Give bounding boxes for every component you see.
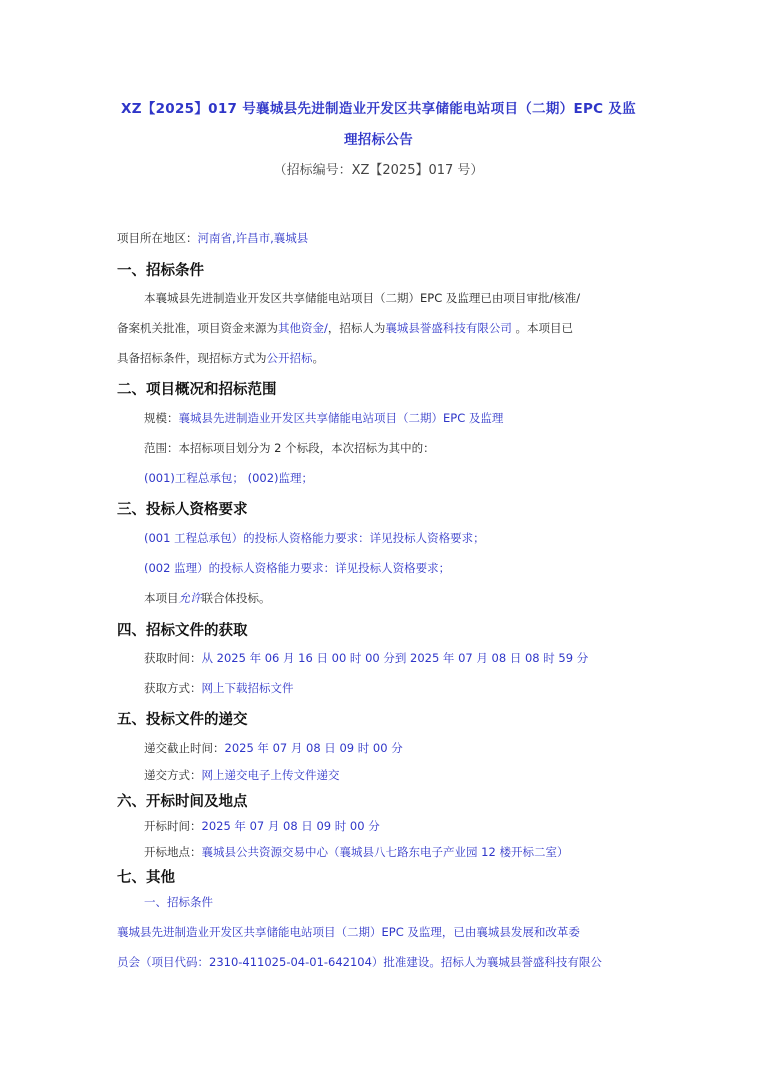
- deadline-value: 2025 年 07 月 08 日 09 时 00 分: [224, 741, 403, 755]
- obtain-method-value: 网上下载招标文件: [201, 681, 294, 695]
- section-5-heading: 五、投标文件的递交: [117, 712, 248, 728]
- section-2-heading: 二、项目概况和招标范围: [117, 382, 277, 398]
- region-value: 河南省,许昌市,襄城县: [197, 231, 309, 245]
- opening-place: [144, 844, 568, 860]
- submission-method-value: 网上递交电子上传文件递交: [201, 768, 340, 782]
- section-7-heading: 七、其他: [117, 870, 175, 886]
- section-1-line-2: [117, 320, 573, 336]
- text: 。: [312, 351, 324, 365]
- opening-place-value: 襄城县公共资源交易中心（襄城县八七路东电子产业园 12 楼开标二室）: [201, 845, 569, 859]
- project-scope: 范围：本招标项目划分为 2 个标段，本次招标为其中的：: [144, 441, 435, 455]
- text: 本项目: [144, 591, 179, 605]
- section-6-heading: 六、开标时间及地点: [117, 794, 248, 810]
- section-7-para-line-1: 襄城县先进制造业开发区共享储能电站项目（二期）EPC 及监理，已由襄城县发展和改革委: [117, 925, 580, 939]
- scale-value: 襄城县先进制造业开发区共享储能电站项目（二期）EPC 及监理: [178, 411, 504, 425]
- section-1-line-3: [117, 350, 324, 366]
- section-7-subheading: 一、招标条件: [144, 895, 213, 909]
- obtain-time-value: 从 2025 年 06 月 16 日 00 时 00 分到 2025 年 07 月 08 日 08 时 59 分: [201, 651, 589, 665]
- label: 开标地点：: [144, 845, 202, 859]
- qualification-lot-2: (002 监理）的投标人资格能力要求：详见投标人资格要求；: [144, 561, 451, 575]
- section-7-para-line-2: 员会（项目代码：2310-411025-04-01-642104）批准建设。招标人为襄城县誉盛科技有限公: [117, 955, 602, 969]
- qualification-lot-1: (001 工程总承包）的投标人资格能力要求：详见投标人资格要求；: [144, 531, 485, 545]
- text: 联合体投标。: [201, 591, 271, 605]
- scale-label: 规模：: [144, 411, 179, 425]
- label: 递交截止时间：: [144, 741, 225, 755]
- lot-list: (001)工程总承包； (002)监理；: [144, 471, 314, 485]
- opening-time: [144, 818, 380, 834]
- submission-deadline: [144, 740, 403, 756]
- text: 具备招标条件，现招标方式为: [117, 351, 267, 365]
- region-label: 项目所在地区：: [117, 231, 198, 245]
- opening-time-value: 2025 年 07 月 08 日 09 时 00 分: [201, 819, 380, 833]
- section-1-line-1: 本襄城县先进制造业开发区共享储能电站项目（二期）EPC 及监理已由项目审批/核准/: [144, 291, 581, 305]
- title-line-2: 理招标公告: [344, 132, 413, 148]
- label: 获取时间：: [144, 651, 202, 665]
- label: 获取方式：: [144, 681, 202, 695]
- joint-bidding-status: 允许: [178, 591, 202, 605]
- label: 开标时间：: [144, 819, 202, 833]
- joint-bidding: [144, 590, 271, 606]
- project-scale: [144, 410, 503, 426]
- title-line-1: XZ【2025】017 号襄城县先进制造业开发区共享储能电站项目（二期）EPC 及监: [121, 101, 636, 117]
- text: 备案机关批准，项目资金来源为: [117, 321, 278, 335]
- text: 。本项目已: [511, 321, 574, 335]
- tenderer-name: 襄城县誉盛科技有限公司: [385, 321, 512, 335]
- label: 递交方式：: [144, 768, 202, 782]
- text: ，招标人为: [327, 321, 386, 335]
- submission-method: [144, 767, 340, 783]
- section-4-heading: 四、招标文件的获取: [117, 623, 248, 639]
- project-region: [117, 230, 308, 246]
- section-1-heading: 一、招标条件: [117, 263, 204, 279]
- section-3-heading: 三、投标人资格要求: [117, 502, 248, 518]
- funding-source: 其他资金/: [278, 321, 328, 335]
- tender-code: （招标编号：XZ【2025】017 号）: [273, 163, 484, 178]
- tender-method: 公开招标: [266, 351, 313, 365]
- document-obtain-method: [144, 680, 294, 696]
- document-obtain-time: [144, 650, 588, 666]
